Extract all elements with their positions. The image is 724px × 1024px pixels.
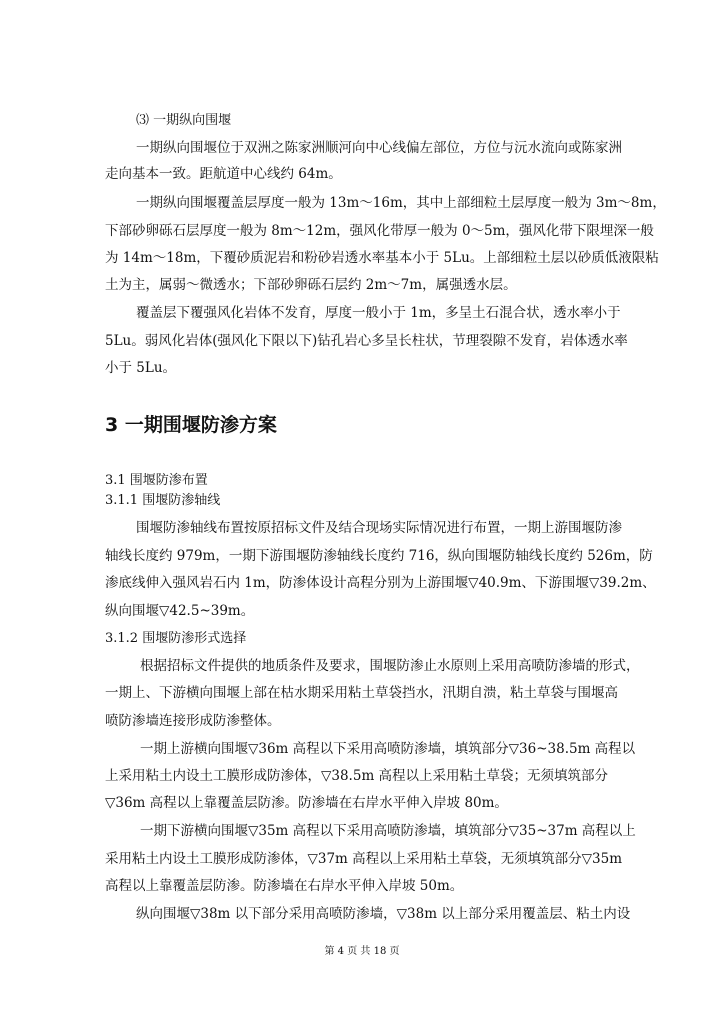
- subsection-heading: ⑶ 一期纵向围堰: [136, 113, 232, 128]
- paragraph-line: 渗底线伸入强风岩石内 1m，防渗体设计高程分别为上游围堰▽40.9m、下游围堰▽39.2m、: [105, 575, 656, 591]
- paragraph-line: 为 14m～18m，下覆砂质泥岩和粉砂岩透水率基本小于 5Lu。上部细粒土层以砂质低液限粘: [105, 250, 659, 266]
- paragraph-line: 一期纵向围堰位于双洲之陈家洲顺河向中心线偏左部位，方位与沅水流向或陈家洲: [136, 140, 622, 156]
- paragraph-line: ▽36m 高程以上靠覆盖层防渗。防渗墙在右岸水平伸入岸坡 80m。: [105, 795, 508, 811]
- page-footer: 第 4 页 共 18 页: [324, 946, 400, 957]
- paragraph-line: 轴线长度约 979m，一期下游围堰防渗轴线长度约 716，纵向围堰防轴线长度约 526m，防: [105, 548, 653, 564]
- paragraph-line: 一期上、下游横向围堰上部在枯水期采用粘土草袋挡水，汛期自溃，粘土草袋与围堰高: [105, 685, 618, 701]
- section-heading: 3.1 围堰防渗布置: [105, 473, 208, 488]
- paragraph-line: 纵向围堰▽38m 以下部分采用高喷防渗墙，▽38m 以上部分采用覆盖层、粘土内设: [136, 906, 631, 922]
- paragraph-line: 覆盖层下覆强风化岩体不发育，厚度一般小于 1m，多呈土石混合状，透水率小于: [136, 305, 621, 321]
- paragraph-line: 根据招标文件提供的地质条件及要求，围堰防渗止水原则上采用高喷防渗墙的形式，: [140, 658, 640, 674]
- paragraph-line: 围堰防渗轴线布置按原招标文件及结合现场实际情况进行布置，一期上游围堰防渗: [136, 520, 622, 536]
- paragraph-line: 小于 5Lu。: [105, 360, 177, 376]
- paragraph-line: 一期纵向围堰覆盖层厚度一般为 13m～16m，其中上部细粒土层厚度一般为 3m～8m，: [136, 195, 666, 211]
- paragraph-line: 土为主，属弱～微透水；下部砂卵砾石层约 2m～7m，属强透水层。: [105, 277, 517, 293]
- paragraph-line: 走向基本一致。距航道中心线约 64m。: [105, 166, 342, 182]
- subsection-heading: 3.1.2 围堰防渗形式选择: [105, 631, 247, 646]
- paragraph-line: 一期上游横向围堰▽36m 高程以下采用高喷防渗墙，填筑部分▽36~38.5m 高程以: [140, 741, 636, 757]
- chapter-title: 3 一期围堰防渗方案: [105, 414, 277, 436]
- paragraph-line: 上采用粘土内设土工膜形成防渗体，▽38.5m 高程以上采用粘土草袋；无须填筑部分: [105, 768, 609, 784]
- paragraph-line: 一期下游横向围堰▽35m 高程以下采用高喷防渗墙，填筑部分▽35~37m 高程以上: [140, 823, 636, 839]
- paragraph-line: 5Lu。弱风化岩体(强风化下限以下)钻孔岩心多呈长柱状，节理裂隙不发育，岩体透水率: [105, 333, 628, 349]
- paragraph-line: 采用粘土内设土工膜形成防渗体，▽37m 高程以上采用粘土草袋，无须填筑部分▽35m: [105, 851, 623, 867]
- paragraph-line: 喷防渗墙连接形成防渗整体。: [105, 713, 281, 729]
- paragraph-line: 纵向围堰▽42.5~39m。: [105, 603, 255, 619]
- subsection-heading: 3.1.1 围堰防渗轴线: [105, 493, 221, 508]
- paragraph-line: 下部砂卵砾石层厚度一般为 8m～12m，强风化带厚一般为 0～5m，强风化带下限埋深一般: [105, 223, 654, 239]
- paragraph-line: 高程以上靠覆盖层防渗。防渗墙在右岸水平伸入岸坡 50m。: [105, 878, 464, 894]
